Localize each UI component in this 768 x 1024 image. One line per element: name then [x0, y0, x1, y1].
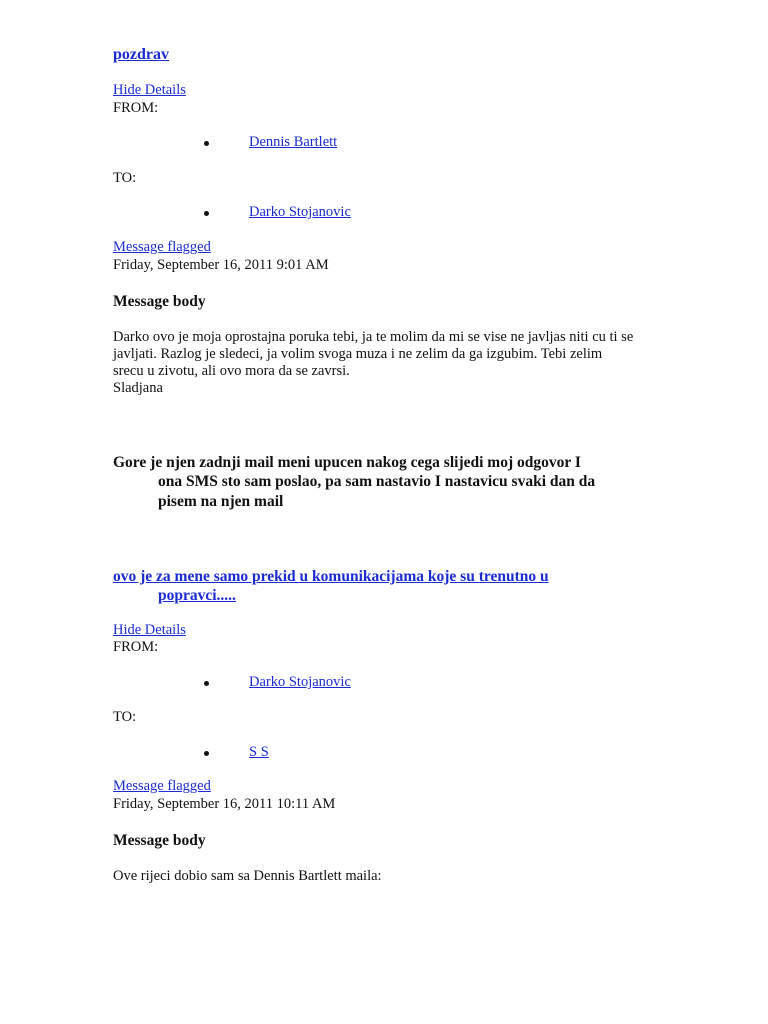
bullet-icon: [204, 751, 209, 756]
commentary-line: ona SMS sto sam poslao, pa sam nastavio I nastavicu svaki dan da: [158, 473, 596, 490]
message-1-date: Friday, September 16, 2011 9:01 AM: [113, 257, 329, 273]
message-2-hide-details-link[interactable]: Hide Details: [113, 622, 186, 638]
message-2-body-heading: Message body: [113, 832, 206, 849]
bullet-icon: [204, 681, 209, 686]
message-2-body-line: Ove rijeci dobio sam sa Dennis Bartlett maila:: [113, 868, 382, 884]
message-1-body-line: Darko ovo je moja oprostajna poruka tebi, ja te molim da mi se vise ne javljas niti cu ti se: [113, 329, 634, 345]
message-2-date: Friday, September 16, 2011 10:11 AM: [113, 796, 336, 812]
message-2-from-contact-link[interactable]: Darko Stojanovic: [249, 674, 351, 690]
bullet-icon: [204, 211, 209, 216]
message-1-to-contact-link[interactable]: Darko Stojanovic: [249, 204, 351, 220]
commentary-line: pisem na njen mail: [158, 493, 284, 510]
message-2-to-label: TO:: [113, 709, 137, 725]
message-1-hide-details-link[interactable]: Hide Details: [113, 82, 186, 98]
message-1-to-label: TO:: [113, 170, 137, 186]
message-1-from-label: FROM:: [113, 100, 159, 116]
bullet-icon: [204, 141, 209, 146]
message-1-body-line: javljati. Razlog je sledeci, ja volim svoga muza i ne zelim da ga izgubim. Tebi zelim: [113, 346, 603, 362]
message-1-flagged-link[interactable]: Message flagged: [113, 239, 211, 255]
message-1-body-heading: Message body: [113, 293, 206, 310]
message-2-subject[interactable]: ovo je za mene samo prekid u komunikacijama koje su trenutno u: [113, 568, 549, 585]
message-2-from-label: FROM:: [113, 639, 159, 655]
message-1-subject[interactable]: pozdrav: [113, 46, 169, 63]
message-2-to-contact-link[interactable]: S S: [249, 744, 269, 760]
message-1-body-line: srecu u zivotu, ali ovo mora da se zavrsi.: [113, 363, 350, 379]
message-1-signature: Sladjana: [113, 380, 163, 396]
message-1-from-contact-link[interactable]: Dennis Bartlett: [249, 134, 338, 150]
message-2-flagged-link[interactable]: Message flagged: [113, 778, 211, 794]
message-2-subject-continued[interactable]: popravci.....: [158, 587, 236, 604]
commentary-line: Gore je njen zadnji mail meni upucen nakog cega slijedi moj odgovor I: [113, 454, 581, 471]
